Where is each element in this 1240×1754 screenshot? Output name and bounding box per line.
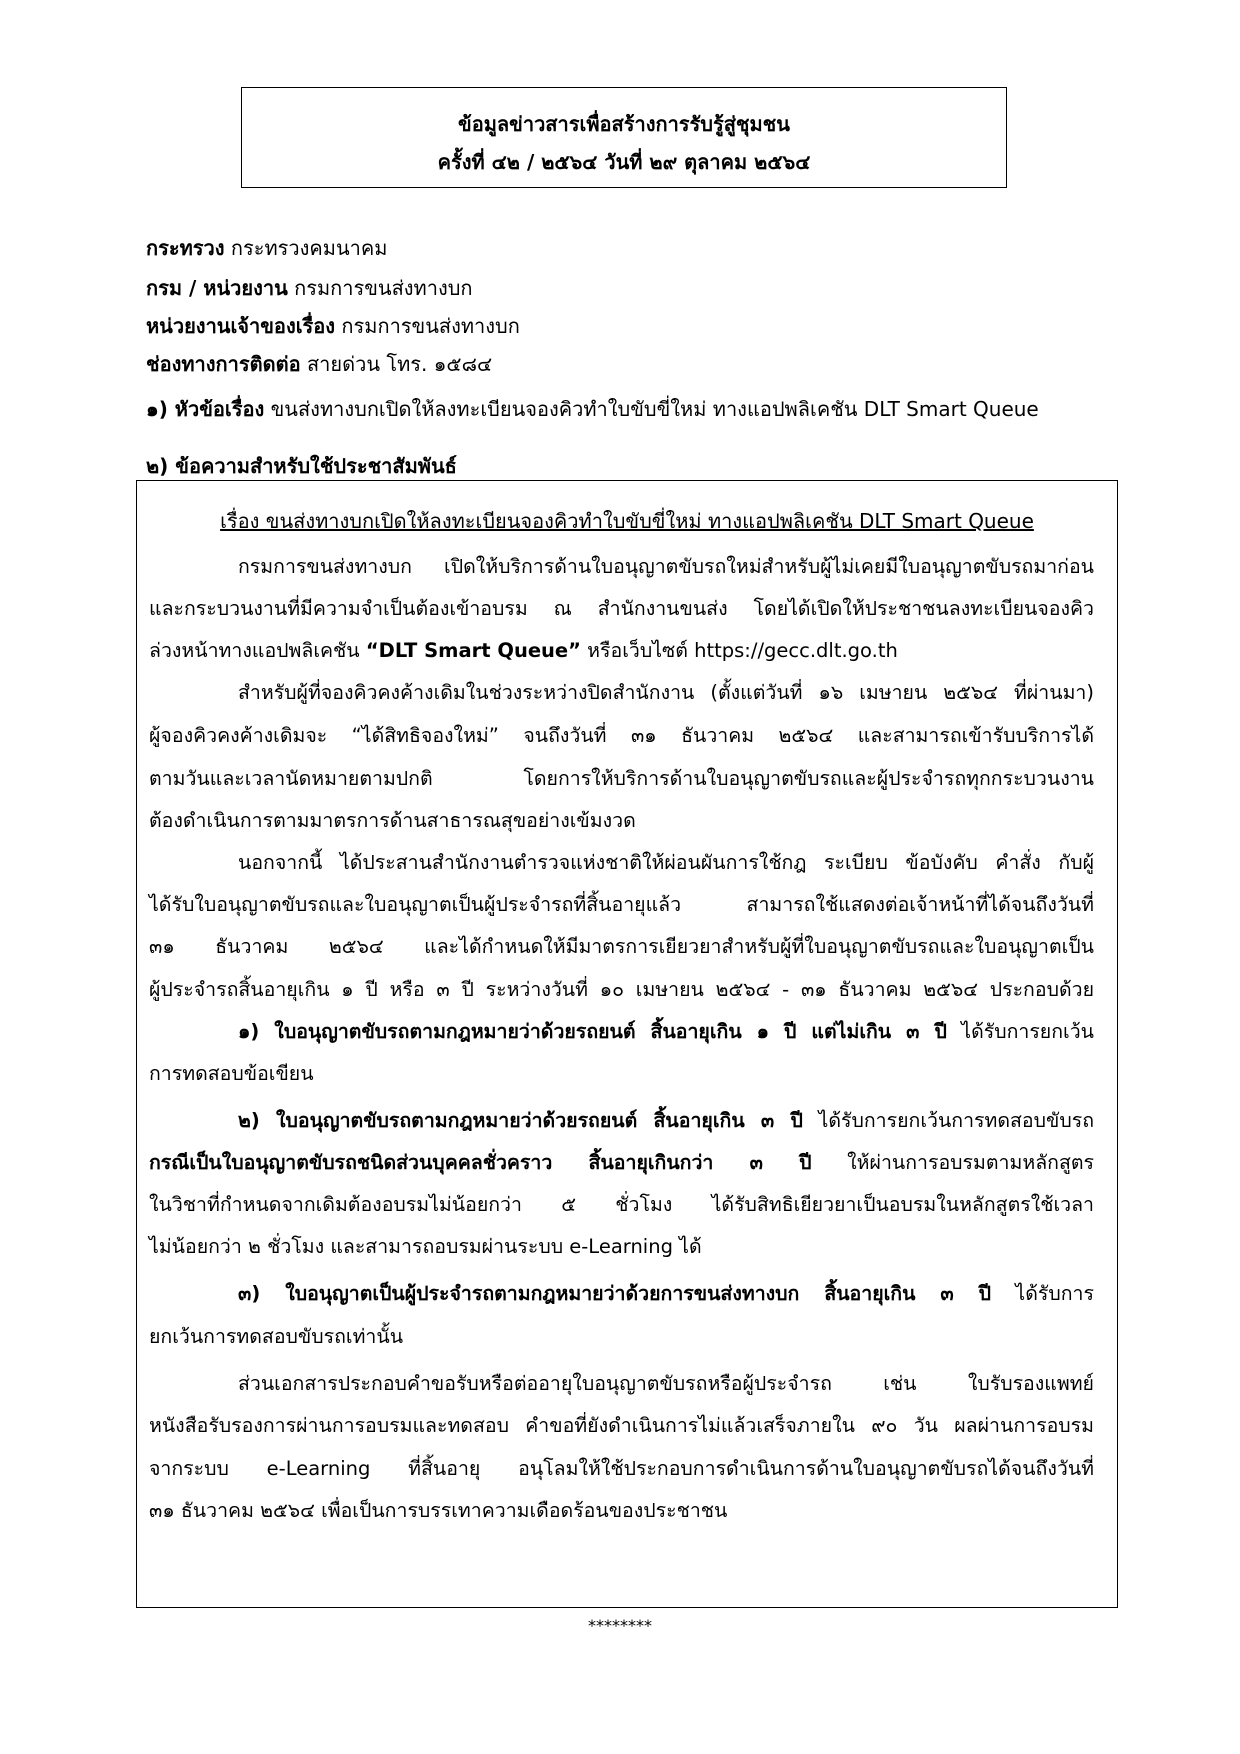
paragraph-line: และกระบวนงานที่มีความจำเป็นต้องเข้าอบรม ณ สำนักงานขนส่ง โดยได้เปิดให้ประชาชนลงทะเบียนจองคิว bbox=[149, 597, 1094, 620]
pr-title: เรื่อง ขนส่งทางบกเปิดให้ลงทะเบียนจองคิวทำใบขับขี่ใหม่ ทางแอปพลิเคชัน DLT Smart Queue bbox=[220, 509, 1034, 533]
list-item bbox=[238, 1284, 1094, 1304]
department-label: กรม / หน่วยงาน bbox=[146, 276, 288, 300]
text-run: หรือเว็บไซต์ https://gecc.dlt.go.th bbox=[580, 639, 898, 662]
paragraph-line: ยกเว้นการทดสอบขับรถเท่านั้น bbox=[149, 1325, 404, 1348]
paragraph-line: ๓๑ ธันวาคม ๒๕๖๔ เพื่อเป็นการบรรเทาความเดือดร้อนของประชาชน bbox=[149, 1499, 728, 1522]
paragraph-line: ได้รับใบอนุญาตขับรถและใบอนุญาตเป็นผู้ประจำรถที่สิ้นอายุแล้ว สามารถใช้แสดงต่อเจ้าหน้าที่ได้จนถึงวันที่ bbox=[149, 893, 1094, 916]
owner-label: หน่วยงานเจ้าของเรื่อง bbox=[146, 314, 336, 338]
list-item-bold: กรณีเป็นใบอนุญาตขับรถชนิดส่วนบุคคลชั่วคราว สิ้นอายุเกินกว่า ๓ ปี bbox=[149, 1151, 812, 1174]
topic-label: ๑) หัวข้อเรื่อง bbox=[146, 397, 265, 421]
paragraph-line: จากระบบ e-Learning ที่สิ้นอายุ อนุโลมให้ใช้ประกอบการดำเนินการด้านใบอนุญาตขับรถได้จนถึงวันที่ bbox=[149, 1457, 1094, 1480]
end-marker: ******** bbox=[588, 1616, 652, 1635]
contact-label: ช่องทางการติดต่อ bbox=[146, 352, 301, 376]
pr-message-box bbox=[136, 480, 1118, 1608]
list-item bbox=[238, 1111, 1094, 1131]
paragraph-line: กรมการขนส่งทางบก เปิดให้บริการด้านใบอนุญาตขับรถใหม่สำหรับผู้ไม่เคยมีใบอนุญาตขับรถมาก่อน bbox=[238, 555, 1094, 578]
paragraph-line: ในวิชาที่กำหนดจากเดิมต้องอบรมไม่น้อยกว่า ๕ ชั่วโมง ได้รับสิทธิเยียวยาเป็นอบรมในหลักสูตรใช้เวลา bbox=[149, 1193, 1094, 1216]
app-name: “DLT Smart Queue” bbox=[365, 639, 581, 662]
paragraph-line bbox=[149, 1153, 1094, 1173]
paragraph-line: ไม่น้อยกว่า ๒ ชั่วโมง และสามารถอบรมผ่านระบบ e-Learning ได้ bbox=[149, 1235, 702, 1258]
list-item-text: ให้ผ่านการอบรมตามหลักสูตร bbox=[811, 1151, 1095, 1174]
ministry-label: กระทรวง bbox=[146, 236, 225, 260]
list-item-text: ได้รับการยกเว้นการทดสอบขับรถ bbox=[802, 1109, 1094, 1132]
paragraph-line: ผู้จองคิวคงค้างเดิมจะ “ได้สิทธิจองใหม่” จนถึงวันที่ ๓๑ ธันวาคม ๒๕๖๔ และสามารถเข้ารับบริการได้ bbox=[149, 724, 1094, 747]
header-issue-date: ครั้งที่ ๔๒ / ๒๕๖๔ วันที่ ๒๙ ตุลาคม ๒๕๖๔ bbox=[437, 150, 811, 174]
ministry-value: กระทรวงคมนาคม bbox=[224, 236, 388, 260]
paragraph-line: ต้องดำเนินการตามมาตรการด้านสาธารณสุขอย่างเข้มงวด bbox=[149, 809, 636, 832]
paragraph-line: ส่วนเอกสารประกอบคำขอรับหรือต่ออายุใบอนุญาตขับรถหรือผู้ประจำรถ เช่น ใบรับรองแพทย์ bbox=[238, 1372, 1094, 1395]
header-title: ข้อมูลข่าวสารเพื่อสร้างการรับรู้สู่ชุมชน bbox=[458, 112, 790, 136]
contact-value: สายด่วน โทร. ๑๕๘๔ bbox=[300, 352, 493, 376]
pr-label: ๒) ข้อความสำหรับใช้ประชาสัมพันธ์ bbox=[146, 454, 457, 478]
list-item-bold: ๒) ใบอนุญาตขับรถตามกฎหมายว่าด้วยรถยนต์ สิ้นอายุเกิน ๓ ปี bbox=[238, 1109, 803, 1132]
paragraph-line: การทดสอบข้อเขียน bbox=[149, 1062, 314, 1085]
list-item bbox=[238, 1022, 1094, 1042]
pr-heading bbox=[146, 450, 457, 482]
department-row bbox=[146, 272, 473, 304]
paragraph-line: นอกจากนี้ ได้ประสานสำนักงานตำรวจแห่งชาติให้ผ่อนผันการใช้กฎ ระเบียบ ข้อบังคับ คำสั่ง กับผู้ bbox=[238, 851, 1094, 874]
topic-row bbox=[146, 393, 1039, 425]
contact-row bbox=[146, 348, 492, 380]
department-value: กรมการขนส่งทางบก bbox=[287, 276, 473, 300]
paragraph-line: ตามวันและเวลานัดหมายตามปกติ โดยการให้บริการด้านใบอนุญาตขับรถและผู้ประจำรถทุกกระบวนงาน bbox=[149, 767, 1094, 790]
paragraph-line bbox=[149, 641, 898, 661]
document-header-box bbox=[241, 87, 1007, 188]
paragraph-line: สำหรับผู้ที่จองคิวคงค้างเดิมในช่วงระหว่างปิดสำนักงาน (ตั้งแต่วันที่ ๑๖ เมษายน ๒๕๖๔ ที่ผ่านมา) bbox=[238, 681, 1094, 704]
text-run: ล่วงหน้าทางแอปพลิเคชัน bbox=[149, 639, 366, 662]
list-item-bold: ๑) ใบอนุญาตขับรถตามกฎหมายว่าด้วยรถยนต์ สิ้นอายุเกิน ๑ ปี แต่ไม่เกิน ๓ ปี bbox=[238, 1020, 947, 1043]
ministry-row bbox=[146, 232, 387, 264]
owner-row bbox=[146, 310, 520, 342]
list-item-bold: ๓) ใบอนุญาตเป็นผู้ประจำรถตามกฎหมายว่าด้วยการขนส่งทางบก สิ้นอายุเกิน ๓ ปี bbox=[238, 1282, 992, 1305]
paragraph-line: ๓๑ ธันวาคม ๒๕๖๔ และได้กำหนดให้มีมาตรการเยียวยาสำหรับผู้ที่ใบอนุญาตขับรถและใบอนุญาตเป็น bbox=[149, 935, 1094, 958]
list-item-text: ได้รับการยกเว้น bbox=[946, 1020, 1094, 1043]
paragraph-line: หนังสือรับรองการผ่านการอบรมและทดสอบ คำขอที่ยังดำเนินการไม่แล้วเสร็จภายใน ๙๐ วัน ผลผ่านการอบรม bbox=[149, 1414, 1094, 1437]
list-item-text: ได้รับการ bbox=[991, 1282, 1094, 1305]
paragraph-line: ผู้ประจำรถสิ้นอายุเกิน ๑ ปี หรือ ๓ ปี ระหว่างวันที่ ๑๐ เมษายน ๒๕๖๔ - ๓๑ ธันวาคม ๒๕๖๔ ประกอบด้วย bbox=[149, 978, 1094, 1001]
topic-value: ขนส่งทางบกเปิดให้ลงทะเบียนจองคิวทำใบขับขี่ใหม่ ทางแอปพลิเคชัน DLT Smart Queue bbox=[264, 397, 1039, 421]
owner-value: กรมการขนส่งทางบก bbox=[335, 314, 520, 338]
